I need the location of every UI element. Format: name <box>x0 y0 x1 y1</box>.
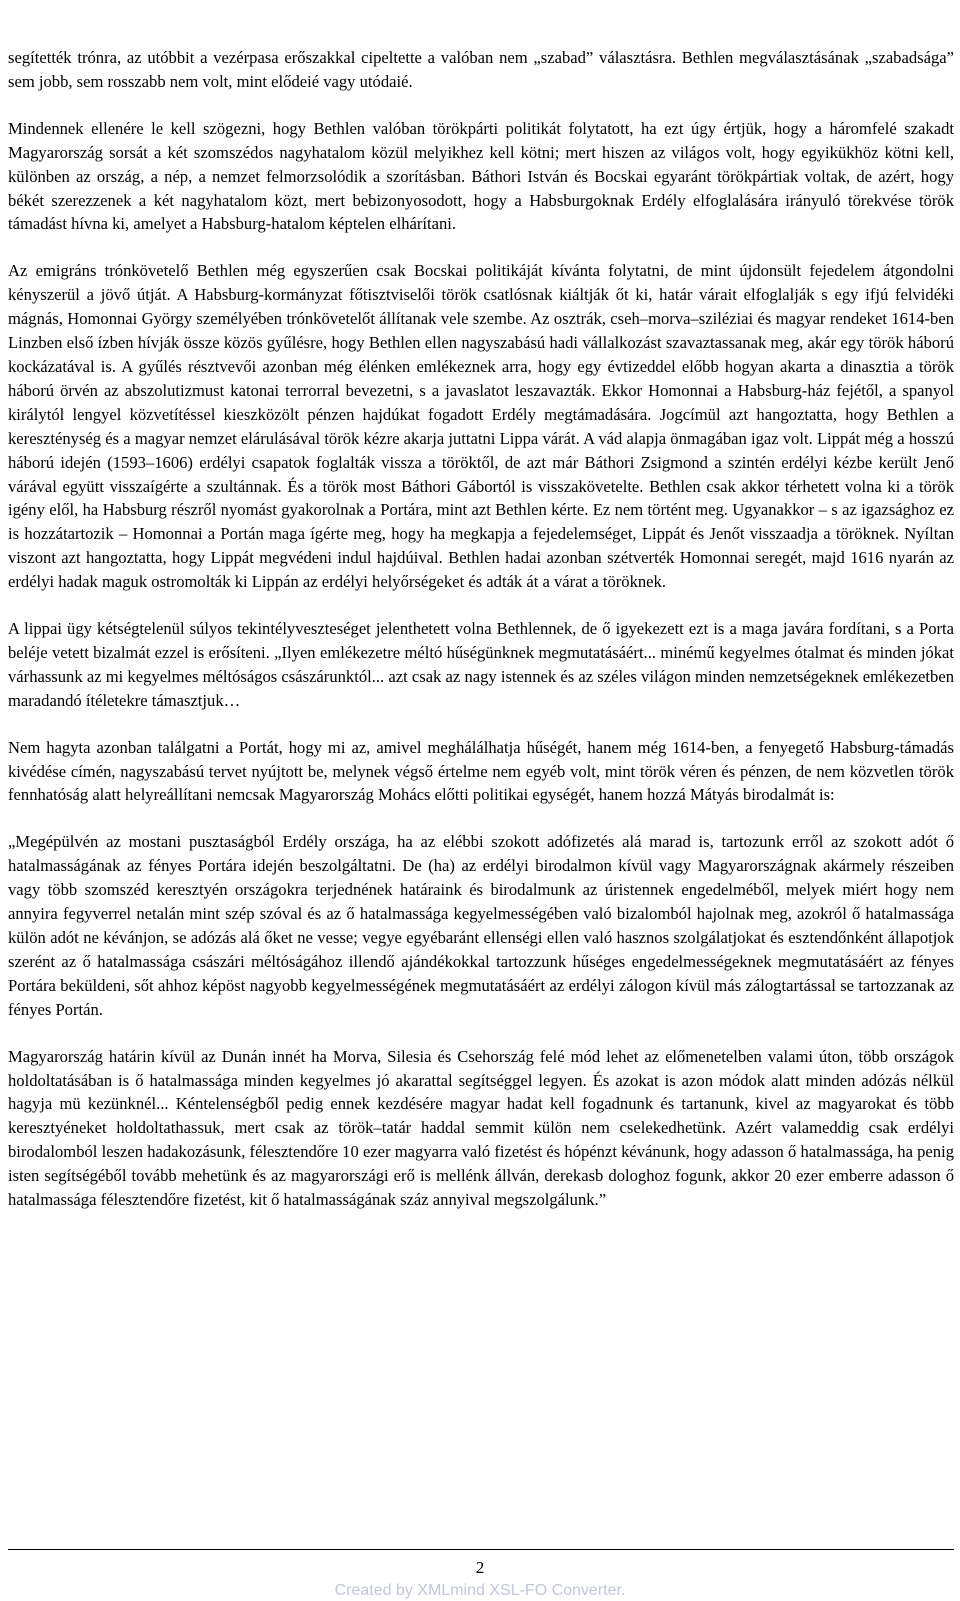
footer-divider <box>8 1549 954 1550</box>
quotation-paragraph: „Megépülvén az mostani pusztaságból Erdély országa, ha az elébbi szokott adófizetés alá marad is, tartozunk erről az szokott adót ő hatalmasságának az fényes Portára idején beszolgáltatni. De (ha) az erdélyi birodalmon kívül vagy Magyarországnak akármely részeiben vagy több szomszéd keresztyén országokra terjednének határaink és birodalmunk az úristennek engedelméből, melyek miért hogy nem annyira fegyverrel netalán mint szép szóval és az ő hatalmassága kegyelmességében való bizalomból hajolnak meg, azokról ő hatalmassága külön adót ne kévánjon, se adózás alá őket ne vesse; vegye egyébaránt ellenségi ellen való hasznos szolgálatjokat és esztendőnként állapotjok szerént az ő hatalmassága császári méltóságához illendő ajándékokkal tartozzunk hűséges engedelmességeknek megmutatásáért az fényes Portára beküldeni, sőt ahhoz képöst nagyobb kegyelmességének megmutatásáért az erdélyi zálogon kívül más zálogtartással se tartozzanak az fényes Portán. <box>8 832 954 1019</box>
paragraph: A lippai ügy kétségtelenül súlyos tekintélyveszteséget jelenthetett volna Bethlennek, de ő igyekezett ezt is a maga javára fordítani, s a Porta beléje vetett bizalmát ezzel is erősíteni. „Ilyen emlékezetre méltó hűségünknek megmutatásáért... minémű kegyelmes ótalmat és minden jókat várhassunk az mi kegyelmes méltóságos császárunktól... azt csak az nagy istennek és az széles világon minden nemzetségeknek emlékezetben maradandó ítéletekre támasztjuk… <box>8 619 954 710</box>
paragraph: Nem hagyta azonban találgatni a Portát, hogy mi az, amivel meghálálhatja hűségét, hanem még 1614-ben, a fenyegető Habsburg-támadás kivédése címén, nagyszabású tervet nyújtott be, melynek végső értelme nem egyéb volt, mint török véren és pénzen, de nem közvetlen török fennhatóság alatt helyreállítani nemcsak Magyarország Mohács előtti politikai egységét, hanem hozzá Mátyás birodalmát is: <box>8 737 954 805</box>
page-number: 2 <box>475 1558 485 1577</box>
paragraph: Az emigráns trónkövetelő Bethlen még egyszerűen csak Bocskai politikáját kívánta folytatni, de mint újdonsült fejedelem átgondolni kényszerül a jövő útját. A Habsburg-kormányzat főtisztviselői török csatlósnak kiáltják őt ki, határ várait elfoglalják s egy ifjú felvidéki mágnás, Homonnai György személyében trónkövetelőt állítanak vele szembe. Az osztrák, cseh–morva–sziléziai és magyar rendeket 1614-ben Linzben első ízben hívják össze közös gyűlésre, hogy Bethlen ellen nagyszabású hadi vállalkozást szavaztassanak meg, akár egy török háború kockázatával is. A gyűlés résztvevői azonban még élénken emlékeznek arra, hogy egy évtizeddel előbb hogyan akarta a dinasztia a török háború örvén az abszolutizmust katonai terrorral bevezetni, s a javaslatot leszavazták. Ekkor Homonnai a Habsburg-ház fejétől, a spanyol királytól lengyel közvetítéssel kieszközölt pénzen hajdúkat fogadott Erdély megtámadására. Jogcímül azt hangoztatta, hogy Bethlen a kereszténység és a magyar nemzet elárulásával török kézre akarja juttatni Lippa várát. A vád alapja önmagában igaz volt. Lippát még a hosszú háború idején (1593–1606) erdélyi csapatok foglalták vissza a töröktől, de azt már Báthori Zsigmond a szintén erdélyi kézbe került Jenő várával együtt visszaígérte a szultánnak. És a török most Báthori Gábortól is visszakövetelte. Bethlen csak akkor térhetett volna ki a török igény elől, ha Habsburg részről nyomást gyakorolnak a Portára, mint azt Bethlen kérte. Ez nem történt meg. Ugyanakkor – s az igazsághoz ez is hozzátartozik – Homonnai a Portán maga ígérte meg, hogy ha megkapja a fejedelemséget, Lippát és Jenőt visszaadja a töröknek. Nyíltan viszont azt hangoztatta, hogy Lippát megvédeni indul hajdúival. Bethlen hadai azonban szétverték Homonnai seregét, majd 1616 nyarán az erdélyi hadak maguk ostromolták ki Lippán az erdélyi helyőrségeket és adták át a várat a töröknek. <box>8 261 954 592</box>
quotation-paragraph: Magyarország határin kívül az Dunán innét ha Morva, Silesia és Csehország felé mód lehet az előmenetelben valami úton, több országok holdoltatásában is ő hatalmassága minden kegyelmes jó akarattal segítséggel legyen. És azokat is azon módok alatt minden adózás nélkül hagyja mü kezünknél... Kéntelenségből pedig ennek kezdésére magyar hadat kell fogadnunk és tartanunk, kivel az magyarokat és több keresztyéneket holdoltathassuk, mert csak az török–tatár haddal semmit külön nem cselekedhetünk. Azért valameddig csak erdélyi birodalomból leszen hadakozásunk, félesztendőre 10 ezer magyarra való fizetést és hópénzt kévánunk, hogy adasson ő hatalmassága, ha penig isten segítségéből tovább mehetünk és az magyarországi erő is mellénk állván, derekasb dologhoz fogunk, akkor 20 ezer emberre adasson ő hatalmassága félesztendőre fizetést, kit ő hatalmasságának száz annyival megszolgálunk.” <box>8 1046 954 1210</box>
converter-watermark: Created by XMLmind XSL-FO Converter. <box>334 1582 626 1599</box>
document-body <box>8 46 954 1235</box>
paragraph: segítették trónra, az utóbbit a vezérpasa erőszakkal cipeltette a valóban nem „szabad” választásra. Bethlen megválasztásának „szabadsága” sem jobb, sem rosszabb nem volt, mint elődeié vagy utódaié. <box>8 48 954 91</box>
paragraph: Mindennek ellenére le kell szögezni, hogy Bethlen valóban törökpárti politikát folytatott, ha ezt úgy értjük, hogy a háromfelé szakadt Magyarország sorsát a két szomszédos nagyhatalom közül melyikhez kell kötni; mert hiszen az világos volt, hogy egyikükhöz kötni kell, különben az ország, a nép, a nemzet felmorzsolódik a szorításban. Báthori István és Bocskai egyaránt törökpártiak voltak, de azért, hogy békét szerezzenek a két nagyhatalom közt, mert bebizonyosodott, hogy a Habsburgoknak Erdély elfoglalására irányuló törekvése török támadást hívna ki, amelyet a Habsburg-hatalom képtelen elhárítani. <box>8 118 954 234</box>
